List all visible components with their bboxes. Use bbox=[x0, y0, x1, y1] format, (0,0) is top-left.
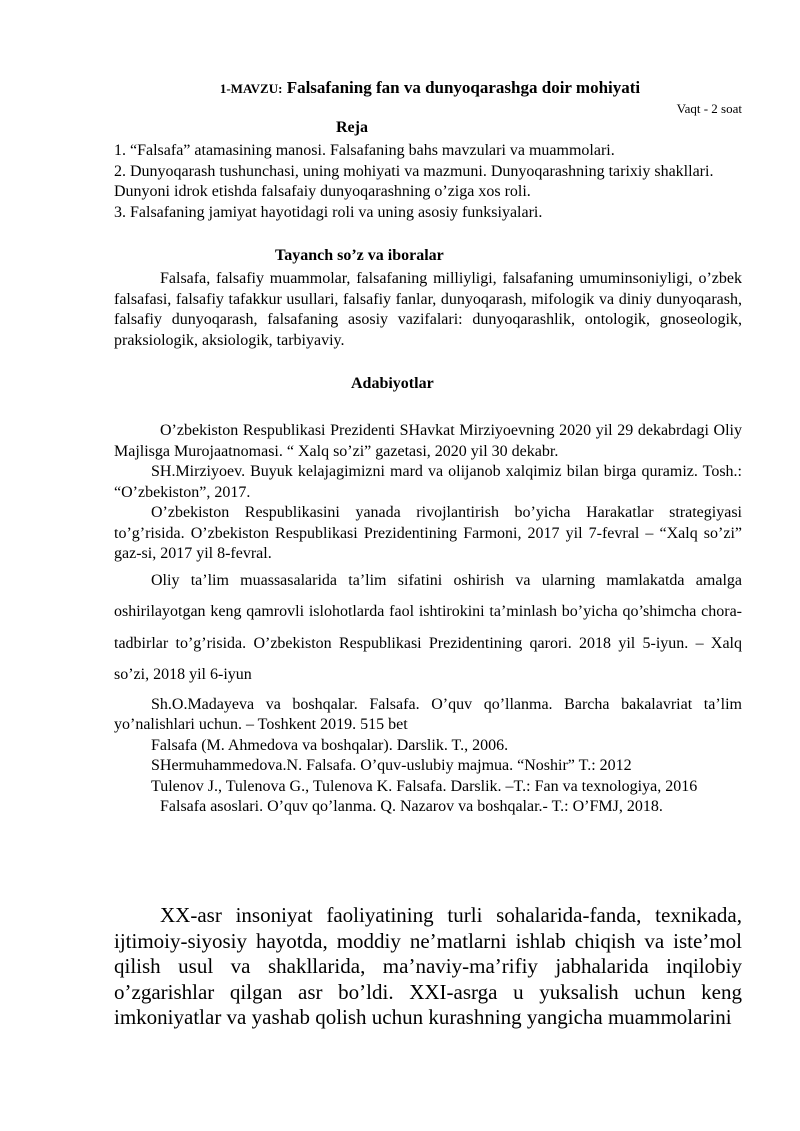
literature-item: SHermuhammedova.N. Falsafa. O’quv-uslubiy majmua. “Noshir” T.: 2012 bbox=[151, 757, 632, 774]
topic-label: 1-MAVZU: bbox=[219, 81, 283, 96]
keywords-text: Falsafa, falsafiy muammolar, falsafaning milliyligi, falsafaning umuminsoniyligi, o’zbek falsafasi, falsafiy tafakkur usullari, falsafiy fanlar, dunyoqarash, mifologik va diniy dunyoqarash, falsafiy dunyoqarash, falsafaning asosiy vazifalari: dunyoqarashlik, ontologik, gnoseologik, praksiologik, aksiologik, tarbiyaviy. bbox=[114, 270, 742, 349]
literature-item: Tulenov J., Tulenova G., Tulenova K. Falsafa. Darslik. –T.: Fan va texnologiya, 2016 bbox=[151, 777, 698, 795]
literature-item: Sh.O.Madayeva va boshqalar. Falsafa. O’quv qo’llanma. Barcha bakalavriat ta’lim yo’nalishlari uchun. – Toshkent 2019. 515 bet bbox=[114, 695, 742, 733]
time-note: Vaqt - 2 soat bbox=[676, 101, 742, 116]
plan-item: 2. Dunyoqarash tushunchasi, uning mohiyati va mazmuni. Dunyoqarashning tarixiy shakllari. Dunyoni idrok etishda falsafaiy dunyoqarashning o’ziga xos roli. bbox=[114, 162, 714, 200]
literature-list bbox=[114, 421, 742, 818]
literature-heading: Adabiyotlar bbox=[351, 375, 434, 392]
literature-item: O’zbekiston Respublikasi Prezidenti SHavkat Mirziyoevning 2020 yil 29 dekabrdagi Oliy Majlisga Murojaatnomasi. “ Xalq so’zi” gazetasi, 2020 yil 30 dekabr. bbox=[114, 422, 742, 460]
keywords-heading: Tayanch so’z va iboralar bbox=[275, 247, 444, 264]
plan-list bbox=[114, 141, 742, 223]
plan-item: 1. “Falsafa” atamasining manosi. Falsafaning bahs mavzulari va muammolari. bbox=[114, 142, 615, 159]
topic-title-line bbox=[0, 78, 800, 98]
main-body bbox=[114, 903, 742, 1031]
literature-item: SH.Mirziyoev. Buyuk kelajagimizni mard va olijanob xalqimiz bilan birga quramiz. Tosh.: “O’zbekiston”, 2017. bbox=[114, 463, 742, 501]
plan-item: 3. Falsafaning jamiyat hayotidagi roli va uning asosiy funksiyalari. bbox=[114, 203, 543, 221]
literature-item: O’zbekiston Respublikasini yanada rivojlantirish bo’yicha Harakatlar strategiyasi to’g’risida. O’zbekiston Respublikasi Prezidentining Farmoni, 2017 yil 7-fevral – “Xalq so’zi” gaz-si, 2017 yil 8-fevral. bbox=[114, 504, 742, 562]
keywords-block bbox=[114, 269, 742, 351]
body-paragraph: XX-asr insoniyat faoliyatining turli sohalarida-fanda, texnikada, ijtimoiy-siyosiy hayotda, moddiy ne’matlarni ishlab chiqish va iste’mol qilish usul va shakllarida, ma’naviy-ma’rifiy jabhalarida inqilobiy o’zgarishlar qilgan asr bo’ldi. XXI-asrga u yuksalish uchun keng imkoniyatlar va yashab qolish uchun kurashning yangicha muammolarini bbox=[114, 903, 742, 1029]
plan-heading: Reja bbox=[336, 119, 368, 136]
literature-item: Falsafa asoslari. O’quv qo’lanma. Q. Nazarov va boshqalar.- T.: O’FMJ, 2018. bbox=[160, 798, 663, 815]
topic-title: Falsafaning fan va dunyoqarashga doir mohiyati bbox=[286, 78, 641, 97]
literature-item: Oliy ta’lim muassasalarida ta’lim sifatini oshirish va ularning mamlakatda amalga oshirilayotgan keng qamrovli islohotlarda faol ishtirokini ta’minlash bo’yicha qo’shimcha chora-tadbirlar to’g’risida. O’zbekiston Respublikasi Prezidentining qarori. 2018 yil 5-iyun. – Xalq so’zi, 2018 yil 6-iyun bbox=[114, 571, 742, 683]
literature-item: Falsafa (M. Ahmedova va boshqalar). Darslik. T., 2006. bbox=[151, 736, 509, 754]
